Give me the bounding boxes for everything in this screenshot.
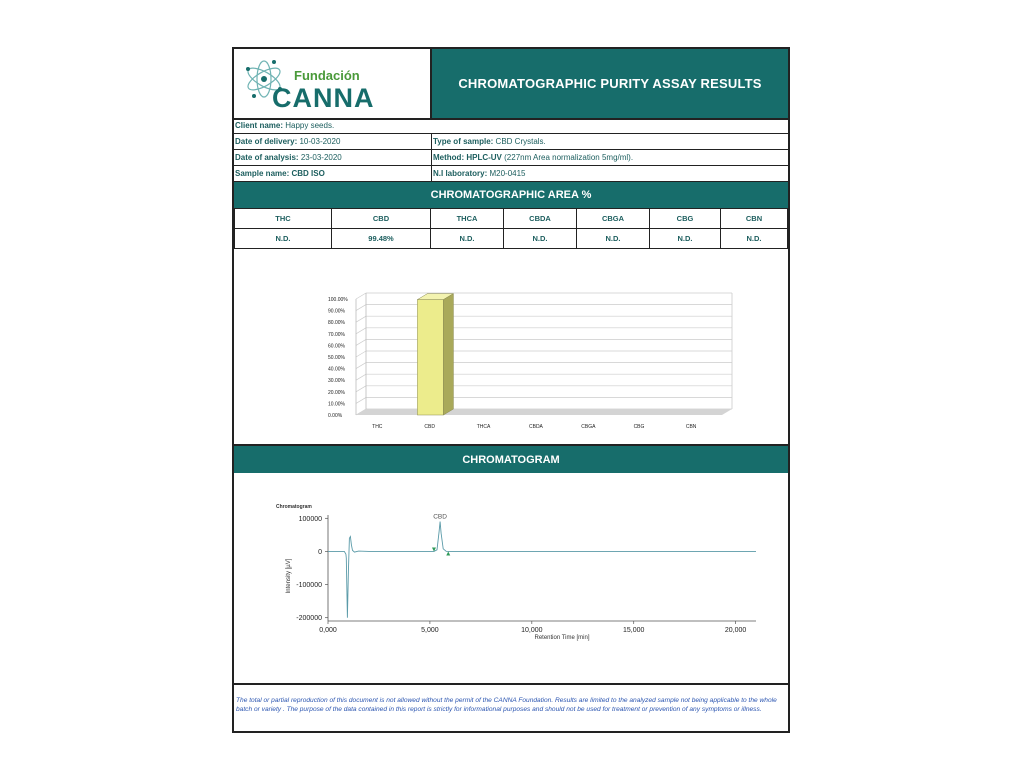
y-tick-label: 20.00% [328,389,345,396]
disclaimer: The total or partial reproduction of this document is not allowed without the permit of the CANNA Foundation. Results are limited to the analyzed sample not being applicable to the whole batch or variety . The purpose of the data contained in this report is strictly for informational purposes and should not be used for treatment or prevention of any symptoms or illness. [236,697,777,713]
gridline-left [356,339,366,345]
peak-end-marker [446,551,450,555]
y-tick-label: 100.00% [328,297,348,303]
header-cbn: CBN [721,209,788,229]
bar-side [443,294,453,415]
report-header [234,49,788,120]
sample-name-value: CBD ISO [291,169,325,178]
x-tick-label: THCA [476,424,491,430]
y-tick-label: 90.00% [328,308,345,315]
x-tick-label: CBG [633,424,645,430]
area-table [234,208,788,249]
assay-report [232,47,790,733]
value-cbda: N.D. [504,229,577,249]
header-cbd: CBD [332,209,431,229]
delivery-label: Date of delivery: [235,137,298,146]
analysis-label: Date of analysis: [235,153,299,162]
logo [234,49,432,118]
gridline-left [356,386,366,392]
chromatogram-svg [234,473,788,683]
analysis-value: 23-03-2020 [300,153,342,162]
lab-value: M20-0415 [489,169,526,178]
header-cbg: CBG [650,209,721,229]
y-tick-label: -100000 [296,582,322,590]
y-tick-label: 60.00% [328,343,345,350]
logo-bottom-text: CANNA [272,83,375,113]
gridline-left [356,293,366,299]
x-tick-label: 20,000 [724,627,747,634]
header-cbga: CBGA [577,209,650,229]
sample-type-label: Type of sample: [433,137,494,146]
peak-label-cbd: CBD [433,513,447,521]
value-cbd: 99.48% [332,229,431,249]
chart-floor [356,409,732,415]
logo-top-text: Fundación [294,68,360,83]
value-cbga: N.D. [577,229,650,249]
y-tick-label: 100000 [298,515,322,523]
client-label: Client name: [235,121,284,130]
atom-logo-icon [234,49,430,118]
chromatogram [234,473,788,685]
area-section-title: CHROMATOGRAPHIC AREA % [234,182,788,208]
x-tick-label: CBDA [529,424,543,430]
delivery-value: 10-03-2020 [299,137,341,146]
x-tick-label: 15,000 [623,627,645,634]
x-tick-label: CBD [424,424,435,430]
gridline-left [356,328,366,334]
y-tick-label: 40.00% [328,366,345,373]
gridline-left [356,374,366,380]
bar-cbd [417,300,443,415]
chromatogram-title: Chromatogram [276,504,312,510]
value-thc: N.D. [235,229,332,249]
header-thca: THCA [431,209,504,229]
header-cbda: CBDA [504,209,577,229]
value-cbn: N.D. [721,229,788,249]
y-tick-label: 0.00% [328,413,343,419]
x-tick-label: CBN [685,424,697,430]
y-tick-label: 80.00% [328,320,345,327]
chromatogram-section-title: CHROMATOGRAM [234,446,788,473]
y-axis-label: Intensity [µV] [286,558,292,594]
header-thc: THC [235,209,332,229]
value-cbg: N.D. [650,229,721,249]
y-tick-label: 50.00% [328,355,345,361]
signal-line [328,522,756,618]
delivery-row [234,134,788,150]
y-tick-label: 0 [318,548,322,556]
report-title: CHROMATOGRAPHIC PURITY ASSAY RESULTS [432,49,788,118]
area-bar-chart [234,252,788,446]
gridline-left [356,351,366,357]
lab-label: N.I laboratory: [433,169,488,178]
area-value-row [235,229,788,249]
x-tick-label: CBGA [581,424,596,430]
y-tick-label: 30.00% [328,378,345,385]
x-tick-label: 10,000 [521,627,543,634]
x-tick-label: 0,000 [319,627,337,634]
x-axis-label: Retention Time [min] [534,635,590,641]
method-label: Method: HPLC-UV [433,153,502,162]
analysis-row [234,150,788,166]
sample-name-label: Sample name: [235,169,290,178]
sample-name-row [234,166,788,182]
bar-chart-svg [234,252,788,444]
client-row [234,118,788,134]
x-tick-label: 5,000 [421,627,439,634]
y-tick-label: 70.00% [328,331,345,338]
value-thca: N.D. [431,229,504,249]
method-value: (227nm Area normalization 5mg/ml). [504,153,634,162]
x-tick-label: THC [372,424,383,430]
area-header-row [235,209,788,229]
gridline-left [356,397,366,403]
gridline-left [356,305,366,311]
sample-type-value: CBD Crystals. [495,137,546,146]
gridline-left [356,316,366,322]
y-tick-label: -200000 [296,615,322,623]
client-value: Happy seeds. [285,121,335,130]
y-tick-label: 10.00% [328,401,345,408]
gridline-left [356,363,366,369]
